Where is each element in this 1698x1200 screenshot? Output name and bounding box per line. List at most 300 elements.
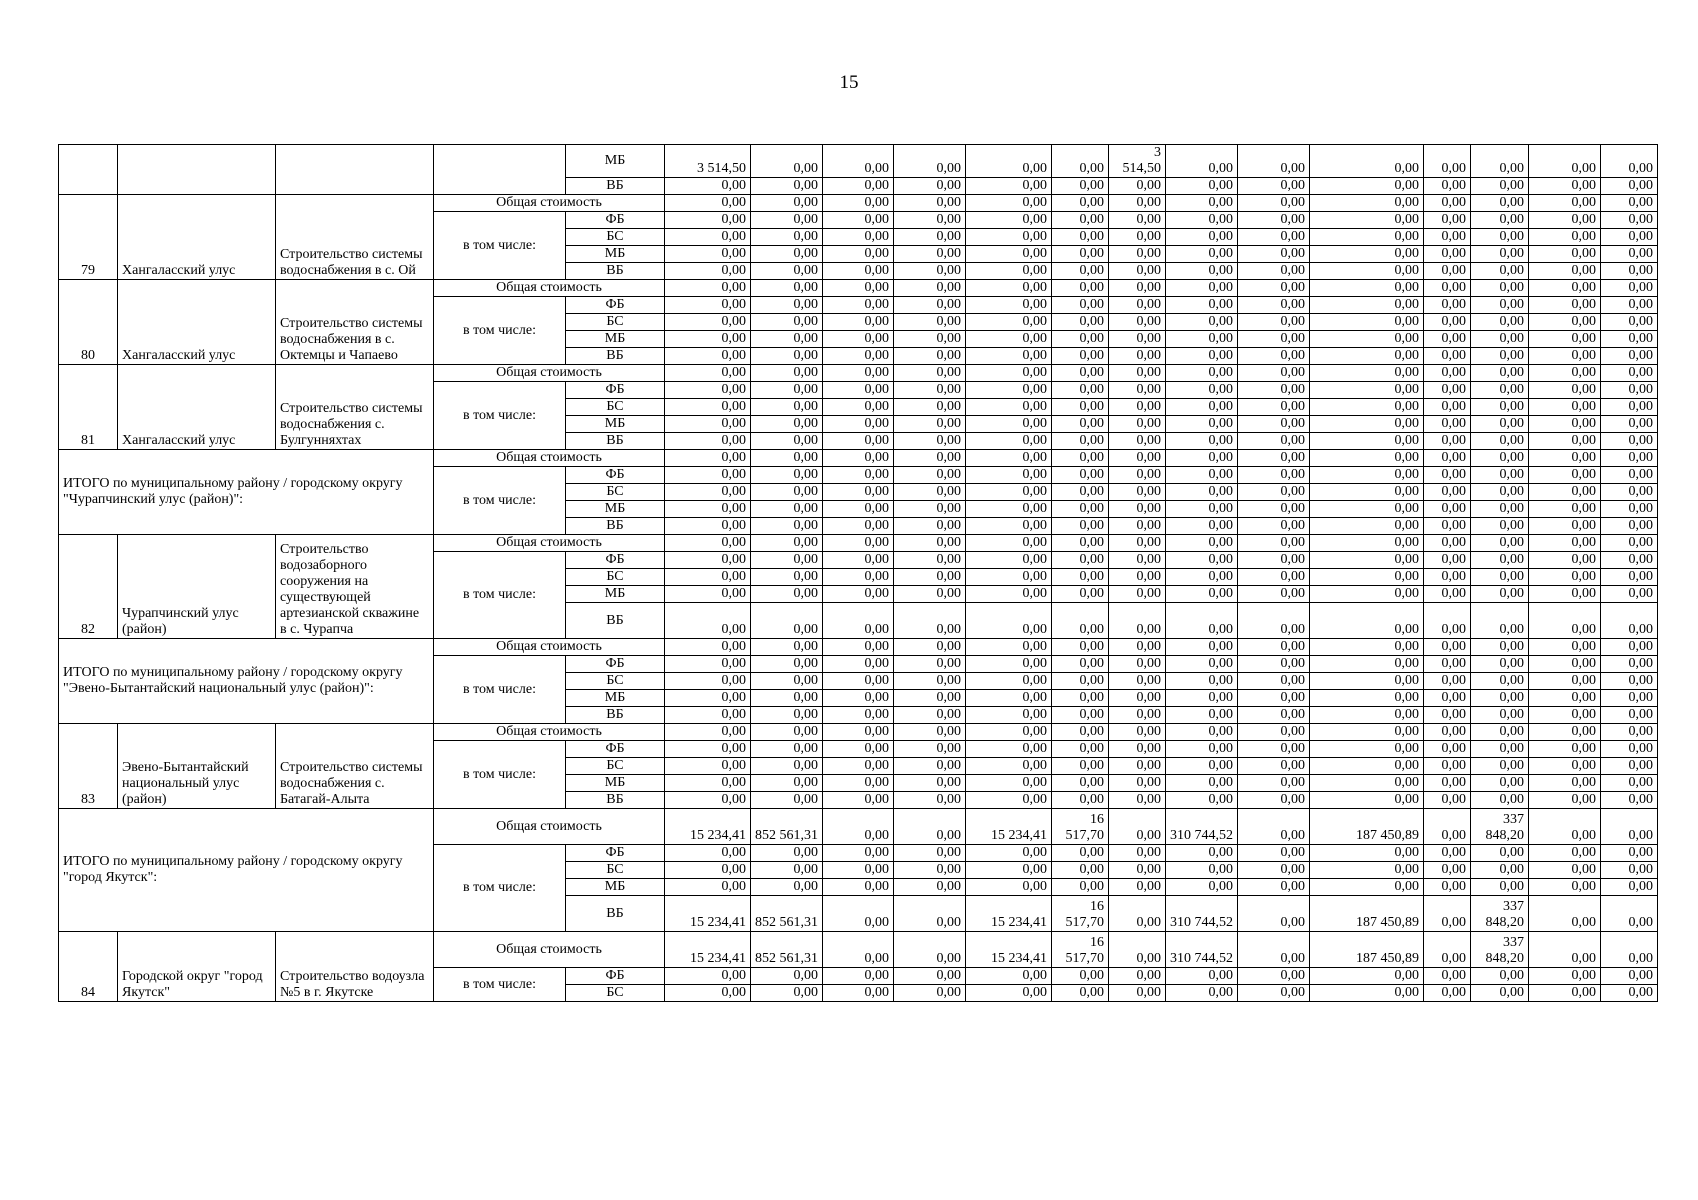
value-cell: 0,00 [1601,280,1658,297]
value-cell: 0,00 [823,552,894,569]
value-cell: 0,00 [1424,416,1471,433]
value-cell: 0,00 [966,399,1052,416]
value-cell: 0,00 [823,775,894,792]
value-cell: 0,00 [823,484,894,501]
value-cell: 0,00 [1529,229,1601,246]
value-cell: 0,00 [1310,450,1424,467]
value-cell: 0,00 [1529,552,1601,569]
value-cell: 0,00 [1471,178,1529,195]
value-cell: 0,00 [894,501,966,518]
value-cell: 0,00 [1310,845,1424,862]
value-cell: 0,00 [966,416,1052,433]
funding-source: ФБ [566,297,665,314]
itogo-label: ИТОГО по муниципальному району / городскому округу "город Якутск": [59,809,434,932]
including-label: в том числе: [434,656,566,724]
value-cell: 0,00 [1529,297,1601,314]
value-cell: 0,00 [665,673,751,690]
value-cell: 0,00 [1166,656,1238,673]
value-cell: 0,00 [1529,433,1601,450]
value-cell: 0,00 [1109,879,1166,896]
value-cell: 0,00 [1166,399,1238,416]
value-cell: 0,00 [751,656,823,673]
value-cell: 0,00 [1529,809,1601,845]
value-cell: 0,00 [1238,365,1310,382]
value-cell: 0,00 [1238,433,1310,450]
value-cell: 0,00 [1601,707,1658,724]
value-cell: 0,00 [665,758,751,775]
value-cell: 0,00 [894,416,966,433]
value-cell: 0,00 [1424,365,1471,382]
value-cell: 0,00 [1471,535,1529,552]
value-cell: 0,00 [1166,280,1238,297]
value-cell: 0,00 [1529,501,1601,518]
including-label: в том числе: [434,297,566,365]
value-cell: 0,00 [1238,586,1310,603]
value-cell: 0,00 [1310,263,1424,280]
value-cell: 0,00 [823,586,894,603]
value-cell: 0,00 [1310,673,1424,690]
value-cell: 0,00 [894,229,966,246]
value-cell: 187 450,89 [1310,809,1424,845]
value-cell: 852 561,31 [751,896,823,932]
value-cell: 0,00 [751,518,823,535]
value-cell: 0,00 [894,673,966,690]
value-cell: 0,00 [1238,331,1310,348]
value-cell: 0,00 [1052,845,1109,862]
funding-source: ВБ [566,707,665,724]
value-cell: 0,00 [1424,603,1471,639]
value-cell: 852 561,31 [751,809,823,845]
value-cell: 0,00 [1424,845,1471,862]
value-cell: 0,00 [1601,862,1658,879]
value-cell: 0,00 [665,586,751,603]
value-cell: 0,00 [823,246,894,263]
value-cell: 0,00 [1529,862,1601,879]
value-cell: 0,00 [1471,552,1529,569]
value-cell: 0,00 [1109,416,1166,433]
value-cell: 0,00 [1109,758,1166,775]
value-cell: 0,00 [1424,501,1471,518]
value-cell: 0,00 [1238,348,1310,365]
value-cell: 0,00 [894,450,966,467]
value-cell: 0,00 [1601,985,1658,1002]
municipality-name: Городской округ "город Якутск" [118,932,276,1002]
including-label: в том числе: [434,382,566,450]
value-cell: 0,00 [1109,896,1166,932]
value-cell: 0,00 [1109,639,1166,656]
value-cell: 0,00 [1238,968,1310,985]
itogo-label: ИТОГО по муниципальному району / городскому округу "Чурапчинский улус (район)": [59,450,434,535]
value-cell: 0,00 [1601,518,1658,535]
value-cell: 0,00 [751,263,823,280]
value-cell: 0,00 [823,968,894,985]
value-cell: 0,00 [751,707,823,724]
value-cell: 0,00 [894,792,966,809]
value-cell: 0,00 [751,501,823,518]
value-cell: 0,00 [1310,229,1424,246]
value-cell: 0,00 [1166,845,1238,862]
value-cell: 0,00 [1471,707,1529,724]
value-cell: 0,00 [1601,896,1658,932]
value-cell: 0,00 [1109,707,1166,724]
object-name: Строительство системы водоснабжения в с. Октемцы и Чапаево [276,280,434,365]
value-cell: 0,00 [1166,673,1238,690]
value-cell: 0,00 [1310,690,1424,707]
value-cell: 0,00 [1529,331,1601,348]
value-cell: 0,00 [1529,586,1601,603]
value-cell: 0,00 [665,433,751,450]
value-cell: 0,00 [1310,314,1424,331]
value-cell: 0,00 [1109,552,1166,569]
value-cell: 0,00 [1529,639,1601,656]
value-cell: 0,00 [1166,775,1238,792]
value-cell: 0,00 [1471,639,1529,656]
value-cell: 0,00 [1052,552,1109,569]
value-cell: 0,00 [966,178,1052,195]
value-cell: 0,00 [1052,314,1109,331]
value-cell: 0,00 [1109,656,1166,673]
value-cell: 0,00 [1052,862,1109,879]
value-cell: 0,00 [1052,399,1109,416]
value-cell: 0,00 [966,569,1052,586]
value-cell: 0,00 [1310,603,1424,639]
value-cell: 0,00 [823,382,894,399]
value-cell: 0,00 [894,535,966,552]
value-cell: 0,00 [1310,280,1424,297]
value-cell: 0,00 [966,433,1052,450]
value-cell: 0,00 [665,382,751,399]
value-cell: 0,00 [1052,450,1109,467]
value-cell: 0,00 [751,968,823,985]
value-cell: 0,00 [1310,348,1424,365]
value-cell: 0,00 [1471,690,1529,707]
value-cell: 0,00 [1052,724,1109,741]
value-cell: 0,00 [894,985,966,1002]
value-cell: 0,00 [1166,297,1238,314]
value-cell: 852 561,31 [751,932,823,968]
value-cell: 0,00 [966,552,1052,569]
value-cell: 0,00 [1166,331,1238,348]
value-cell: 0,00 [823,862,894,879]
value-cell: 0,00 [1310,724,1424,741]
value-cell: 0,00 [1529,314,1601,331]
value-cell: 0,00 [1601,501,1658,518]
funding-source: БС [566,569,665,586]
value-cell: 0,00 [1166,603,1238,639]
value-cell: 0,00 [1471,297,1529,314]
value-cell: 0,00 [1052,968,1109,985]
value-cell: 0,00 [1166,535,1238,552]
value-cell: 0,00 [1424,968,1471,985]
value-cell: 0,00 [1238,416,1310,433]
value-cell: 0,00 [966,484,1052,501]
value-cell: 0,00 [1529,484,1601,501]
value-cell: 0,00 [1601,724,1658,741]
value-cell: 0,00 [1424,212,1471,229]
value-cell: 0,00 [751,450,823,467]
value-cell: 0,00 [1424,450,1471,467]
funding-source: ВБ [566,792,665,809]
value-cell: 0,00 [1601,775,1658,792]
value-cell: 0,00 [1529,845,1601,862]
total-cost-label: Общая стоимость [434,535,665,552]
total-cost-label: Общая стоимость [434,809,665,845]
value-cell: 0,00 [1166,416,1238,433]
table-row [59,195,1658,212]
value-cell: 0,00 [1238,178,1310,195]
value-cell: 0,00 [1601,365,1658,382]
value-cell: 0,00 [1166,433,1238,450]
num-cell [59,145,118,195]
value-cell: 0,00 [1529,246,1601,263]
value-cell: 0,00 [665,845,751,862]
value-cell: 0,00 [751,586,823,603]
value-cell: 0,00 [1052,535,1109,552]
table-row [59,932,1658,968]
value-cell: 0,00 [1052,775,1109,792]
value-cell: 0,00 [1601,467,1658,484]
value-cell: 0,00 [894,382,966,399]
value-cell: 0,00 [1238,707,1310,724]
value-cell: 0,00 [894,862,966,879]
value-cell: 0,00 [751,862,823,879]
value-cell: 0,00 [1238,603,1310,639]
value-cell: 0,00 [1052,297,1109,314]
value-cell: 0,00 [966,707,1052,724]
value-cell: 0,00 [1471,246,1529,263]
value-cell: 0,00 [1601,792,1658,809]
value-cell: 0,00 [966,263,1052,280]
value-cell: 0,00 [1109,724,1166,741]
value-cell: 0,00 [1052,586,1109,603]
value-cell: 0,00 [1052,879,1109,896]
value-cell: 0,00 [1166,968,1238,985]
value-cell: 0,00 [966,535,1052,552]
value-cell: 0,00 [1052,985,1109,1002]
value-cell: 0,00 [1471,569,1529,586]
value-cell: 0,00 [1109,985,1166,1002]
value-cell: 0,00 [1166,724,1238,741]
value-cell: 0,00 [1238,399,1310,416]
blank-cell [434,145,566,195]
value-cell: 3 514,50 [665,145,751,178]
value-cell: 0,00 [665,229,751,246]
value-cell: 0,00 [1424,707,1471,724]
value-cell: 0,00 [823,178,894,195]
value-cell: 0,00 [1471,518,1529,535]
value-cell: 0,00 [1529,896,1601,932]
value-cell: 0,00 [1109,673,1166,690]
value-cell: 0,00 [894,195,966,212]
value-cell: 0,00 [1310,246,1424,263]
value-cell: 0,00 [823,707,894,724]
value-cell: 0,00 [1601,416,1658,433]
value-cell: 0,00 [1310,382,1424,399]
value-cell: 0,00 [1529,518,1601,535]
value-cell: 0,00 [1310,178,1424,195]
value-cell: 0,00 [1238,450,1310,467]
including-label: в том числе: [434,467,566,535]
value-cell: 0,00 [1424,690,1471,707]
value-cell: 0,00 [823,416,894,433]
value-cell: 0,00 [1109,280,1166,297]
value-cell: 0,00 [1109,365,1166,382]
total-cost-label: Общая стоимость [434,195,665,212]
total-cost-label: Общая стоимость [434,365,665,382]
value-cell: 0,00 [966,229,1052,246]
value-cell: 0,00 [894,331,966,348]
value-cell: 0,00 [1601,433,1658,450]
municipality-cell [118,145,276,195]
value-cell: 0,00 [1529,932,1601,968]
value-cell: 0,00 [966,985,1052,1002]
table-row [59,280,1658,297]
value-cell: 0,00 [1052,758,1109,775]
value-cell: 0,00 [1424,314,1471,331]
value-cell: 0,00 [1471,673,1529,690]
value-cell: 0,00 [1601,212,1658,229]
funding-source: ФБ [566,656,665,673]
value-cell: 0,00 [1471,399,1529,416]
item-number: 84 [59,932,118,1002]
funding-source: БС [566,484,665,501]
value-cell: 0,00 [1238,552,1310,569]
value-cell: 0,00 [823,792,894,809]
value-cell: 0,00 [665,297,751,314]
value-cell: 0,00 [1052,467,1109,484]
value-cell: 0,00 [1052,603,1109,639]
value-cell: 0,00 [1601,586,1658,603]
value-cell: 337 848,20 [1471,896,1529,932]
value-cell: 0,00 [894,212,966,229]
value-cell: 0,00 [1052,673,1109,690]
including-label: в том числе: [434,845,566,932]
value-cell: 0,00 [1424,535,1471,552]
value-cell: 0,00 [751,365,823,382]
value-cell: 0,00 [1238,862,1310,879]
value-cell: 0,00 [823,879,894,896]
value-cell: 0,00 [1601,399,1658,416]
value-cell: 0,00 [665,552,751,569]
value-cell: 0,00 [1238,741,1310,758]
value-cell: 0,00 [665,331,751,348]
value-cell: 0,00 [1052,246,1109,263]
funding-source: ФБ [566,467,665,484]
value-cell: 15 234,41 [665,896,751,932]
value-cell: 0,00 [894,896,966,932]
value-cell: 0,00 [1109,569,1166,586]
value-cell: 0,00 [1424,552,1471,569]
value-cell: 0,00 [823,501,894,518]
value-cell: 0,00 [1529,178,1601,195]
value-cell: 0,00 [1052,518,1109,535]
value-cell: 0,00 [1471,845,1529,862]
value-cell: 0,00 [1238,501,1310,518]
value-cell: 0,00 [1238,212,1310,229]
funding-source: МБ [566,416,665,433]
funding-source: ВБ [566,603,665,639]
value-cell: 0,00 [1424,145,1471,178]
funding-source: БС [566,985,665,1002]
value-cell: 15 234,41 [966,896,1052,932]
value-cell: 0,00 [1529,195,1601,212]
value-cell: 0,00 [894,879,966,896]
value-cell: 0,00 [1310,416,1424,433]
value-cell: 0,00 [1310,501,1424,518]
value-cell: 0,00 [1601,673,1658,690]
value-cell: 0,00 [1166,552,1238,569]
value-cell: 0,00 [1238,639,1310,656]
value-cell: 0,00 [966,365,1052,382]
value-cell: 0,00 [1601,263,1658,280]
value-cell: 0,00 [1166,484,1238,501]
value-cell: 0,00 [823,263,894,280]
value-cell: 0,00 [1471,792,1529,809]
itogo-label: ИТОГО по муниципальному району / городскому округу "Эвено-Бытантайский национальный улус (район)": [59,639,434,724]
value-cell: 0,00 [894,569,966,586]
value-cell: 0,00 [665,775,751,792]
value-cell: 0,00 [823,639,894,656]
value-cell: 0,00 [1109,690,1166,707]
table-row [59,365,1658,382]
value-cell: 0,00 [966,314,1052,331]
value-cell: 0,00 [1166,792,1238,809]
value-cell: 0,00 [1601,879,1658,896]
value-cell: 0,00 [966,673,1052,690]
value-cell: 0,00 [1424,896,1471,932]
value-cell: 15 234,41 [966,809,1052,845]
value-cell: 0,00 [894,484,966,501]
value-cell: 0,00 [665,195,751,212]
value-cell: 0,00 [665,399,751,416]
value-cell: 0,00 [1424,673,1471,690]
value-cell: 0,00 [1109,195,1166,212]
value-cell: 0,00 [823,365,894,382]
value-cell: 0,00 [1052,263,1109,280]
value-cell: 0,00 [1109,484,1166,501]
value-cell: 0,00 [751,229,823,246]
value-cell: 0,00 [1052,229,1109,246]
value-cell: 0,00 [665,535,751,552]
value-cell: 0,00 [751,280,823,297]
value-cell: 0,00 [823,297,894,314]
value-cell: 0,00 [894,263,966,280]
value-cell: 0,00 [665,639,751,656]
value-cell: 0,00 [894,775,966,792]
value-cell: 0,00 [1166,145,1238,178]
value-cell: 0,00 [1052,145,1109,178]
value-cell: 0,00 [823,280,894,297]
item-number: 80 [59,280,118,365]
value-cell: 0,00 [823,690,894,707]
value-cell: 0,00 [1529,212,1601,229]
value-cell: 0,00 [1471,382,1529,399]
value-cell: 0,00 [751,673,823,690]
value-cell: 0,00 [665,212,751,229]
value-cell: 0,00 [665,467,751,484]
funding-source: МБ [566,145,665,178]
value-cell: 0,00 [1052,348,1109,365]
value-cell: 0,00 [1471,212,1529,229]
value-cell: 310 744,52 [1166,896,1238,932]
value-cell: 0,00 [1166,246,1238,263]
funding-source: ФБ [566,845,665,862]
value-cell: 0,00 [1109,229,1166,246]
value-cell: 0,00 [966,280,1052,297]
funding-source: МБ [566,331,665,348]
value-cell: 0,00 [1052,178,1109,195]
value-cell: 0,00 [1166,501,1238,518]
